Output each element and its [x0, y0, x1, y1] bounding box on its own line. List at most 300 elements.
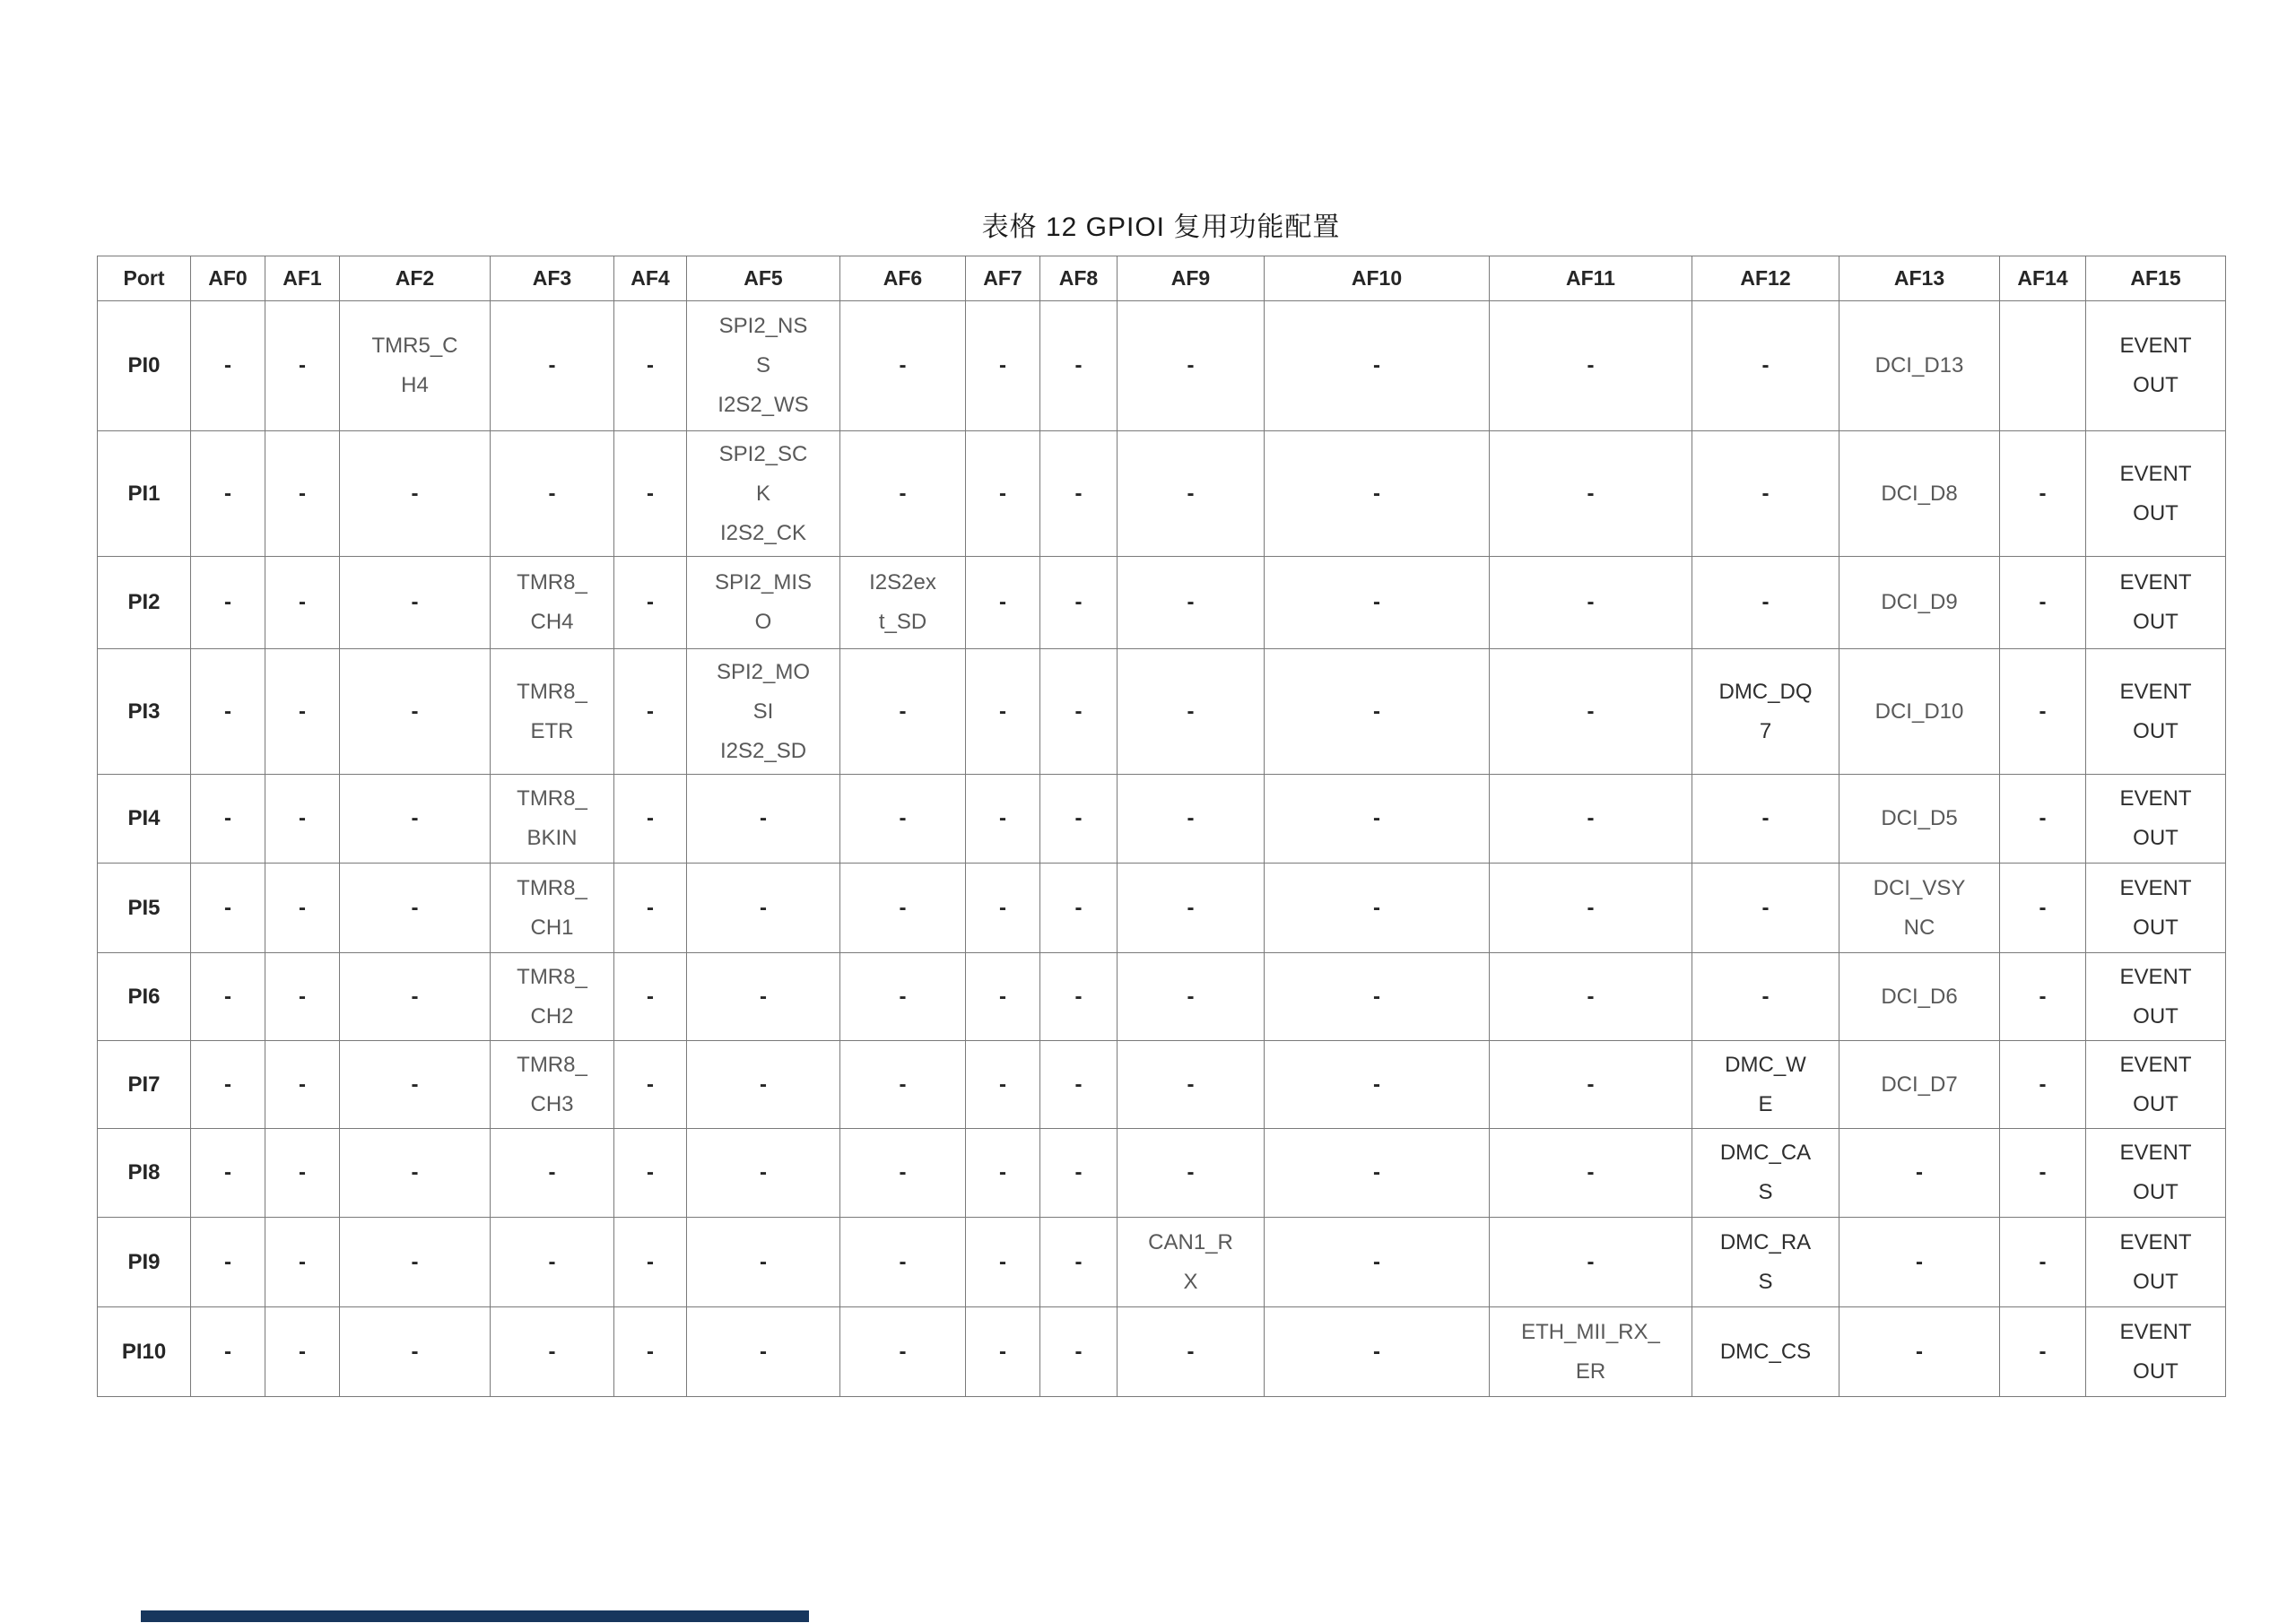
- dash: -: [1373, 806, 1380, 830]
- dash: -: [760, 984, 767, 1009]
- cell-pi4-af11: [1490, 775, 1692, 864]
- cell-pi0-af9: [1118, 301, 1265, 431]
- dash: -: [1916, 1249, 1923, 1274]
- cell-pi9-af1: [265, 1218, 340, 1307]
- cell-pi8-af2: [340, 1129, 491, 1218]
- cell-pi0-af1: [265, 301, 340, 431]
- dash: -: [548, 353, 556, 378]
- cell-pi10-af15: [2086, 1307, 2226, 1397]
- column-header-af13: AF13: [1839, 256, 2000, 301]
- dash: -: [760, 806, 767, 830]
- table-row-pi7: [98, 1041, 2226, 1129]
- cell-pi4-af7: [966, 775, 1040, 864]
- cell-pi1-af9: [1118, 431, 1265, 557]
- table-row-pi1: [98, 431, 2226, 557]
- dash: -: [1761, 895, 1770, 920]
- port-label-pi3: PI3: [98, 649, 191, 775]
- dash: -: [1074, 1249, 1083, 1274]
- af-function: EVENT OUT: [2119, 334, 2192, 397]
- cell-pi9-af7: [966, 1218, 1040, 1307]
- dash: -: [299, 984, 306, 1009]
- cell-pi1-af5: [687, 431, 840, 557]
- dash: -: [899, 1339, 907, 1364]
- dash: -: [999, 1160, 1006, 1185]
- dash: -: [548, 1160, 556, 1185]
- cell-pi0-af3: [491, 301, 614, 431]
- af-function: EVENT OUT: [2119, 461, 2192, 525]
- cell-pi3-af6: [840, 649, 966, 775]
- cell-pi10-af6: [840, 1307, 966, 1397]
- column-header-af9: AF9: [1118, 256, 1265, 301]
- table-row-pi2: [98, 557, 2226, 649]
- dash: -: [1587, 984, 1595, 1009]
- dash: -: [299, 353, 306, 378]
- cell-pi0-af12: [1692, 301, 1839, 431]
- dash: -: [1761, 353, 1770, 378]
- cell-pi8-af10: [1265, 1129, 1490, 1218]
- cell-pi1-af15: [2086, 431, 2226, 557]
- cell-pi4-af8: [1040, 775, 1118, 864]
- cell-pi3-af1: [265, 649, 340, 775]
- table-row-pi4: [98, 775, 2226, 864]
- dash: -: [899, 1072, 907, 1097]
- cell-pi6-af6: [840, 953, 966, 1041]
- cell-pi6-af10: [1265, 953, 1490, 1041]
- af-function: DCI_D13: [1874, 353, 1964, 378]
- dash: -: [2039, 1249, 2047, 1274]
- af-function: TMR8_CH3: [517, 1052, 587, 1116]
- cell-pi2-af4: [614, 557, 687, 649]
- cell-pi2-af14: [2000, 557, 2086, 649]
- dash: -: [760, 1249, 767, 1274]
- af-function: EVENT OUT: [2119, 679, 2192, 743]
- dash: -: [1074, 353, 1083, 378]
- cell-pi1-af0: [191, 431, 265, 557]
- cell-pi8-af6: [840, 1129, 966, 1218]
- cell-pi8-af7: [966, 1129, 1040, 1218]
- cell-pi10-af12: [1692, 1307, 1839, 1397]
- cell-pi4-af4: [614, 775, 687, 864]
- cell-pi5-af2: [340, 864, 491, 953]
- cell-pi9-af3: [491, 1218, 614, 1307]
- cell-pi5-af7: [966, 864, 1040, 953]
- dash: -: [999, 895, 1006, 920]
- af-function: CAN1_RX: [1148, 1229, 1233, 1294]
- af-function: DMC_WE: [1725, 1052, 1806, 1116]
- cell-pi7-af8: [1040, 1041, 1118, 1129]
- dash: -: [899, 895, 907, 920]
- dash: -: [1587, 895, 1595, 920]
- cell-pi1-af8: [1040, 431, 1118, 557]
- port-label-pi1: PI1: [98, 431, 191, 557]
- dash: -: [647, 806, 654, 830]
- dash: -: [411, 984, 419, 1009]
- dash: -: [1373, 1339, 1380, 1364]
- cell-pi10-af14: [2000, 1307, 2086, 1397]
- dash: -: [1187, 806, 1195, 830]
- cell-pi2-af7: [966, 557, 1040, 649]
- column-header-af8: AF8: [1040, 256, 1118, 301]
- cell-pi10-af11: [1490, 1307, 1692, 1397]
- gpio-af-table: [97, 256, 2226, 1397]
- cell-pi10-af7: [966, 1307, 1040, 1397]
- cell-pi2-af15: [2086, 557, 2226, 649]
- cell-pi4-af1: [265, 775, 340, 864]
- af-function: DCI_D5: [1881, 806, 1958, 830]
- cell-pi4-af10: [1265, 775, 1490, 864]
- dash: -: [224, 699, 231, 724]
- af-function: DCI_D8: [1881, 481, 1958, 506]
- dash: -: [1761, 481, 1770, 506]
- cell-pi2-af8: [1040, 557, 1118, 649]
- dash: -: [548, 481, 556, 506]
- cell-pi7-af3: [491, 1041, 614, 1129]
- dash: -: [299, 481, 306, 506]
- cell-pi3-af15: [2086, 649, 2226, 775]
- dash: -: [224, 353, 231, 378]
- dash: -: [899, 1160, 907, 1185]
- column-header-af1: AF1: [265, 256, 340, 301]
- dash: -: [647, 353, 654, 378]
- dash: -: [899, 353, 907, 378]
- dash: -: [1373, 590, 1380, 614]
- af-function: EVENT OUT: [2119, 1229, 2192, 1294]
- cell-pi7-af6: [840, 1041, 966, 1129]
- cell-pi8-af0: [191, 1129, 265, 1218]
- af-function: EVENT OUT: [2119, 786, 2192, 850]
- cell-pi3-af3: [491, 649, 614, 775]
- cell-pi6-af15: [2086, 953, 2226, 1041]
- af-function: I2S2ext_SD: [869, 570, 936, 634]
- cell-pi10-af8: [1040, 1307, 1118, 1397]
- af-function: DCI_D9: [1881, 590, 1958, 614]
- cell-pi0-af2: [340, 301, 491, 431]
- dash: -: [1074, 590, 1083, 614]
- cell-pi3-af12: [1692, 649, 1839, 775]
- dash: -: [299, 590, 306, 614]
- cell-pi10-af9: [1118, 1307, 1265, 1397]
- cell-pi3-af2: [340, 649, 491, 775]
- cell-pi8-af12: [1692, 1129, 1839, 1218]
- cell-pi6-af4: [614, 953, 687, 1041]
- dash: -: [760, 1072, 767, 1097]
- dash: -: [1187, 1339, 1195, 1364]
- cell-pi4-af3: [491, 775, 614, 864]
- port-label-pi9: PI9: [98, 1218, 191, 1307]
- cell-pi8-af14: [2000, 1129, 2086, 1218]
- dash: -: [1587, 1249, 1595, 1274]
- column-header-af6: AF6: [840, 256, 966, 301]
- dash: -: [647, 895, 654, 920]
- dash: -: [1373, 1249, 1380, 1274]
- cell-pi0-af0: [191, 301, 265, 431]
- cell-pi0-af6: [840, 301, 966, 431]
- cell-pi0-af14: [2000, 301, 2086, 431]
- dash: -: [224, 895, 231, 920]
- column-header-af4: AF4: [614, 256, 687, 301]
- table-row-pi0: [98, 301, 2226, 431]
- cell-pi2-af13: [1839, 557, 2000, 649]
- cell-pi8-af4: [614, 1129, 687, 1218]
- column-header-af15: AF15: [2086, 256, 2226, 301]
- dash: -: [1587, 481, 1595, 506]
- dash: -: [760, 895, 767, 920]
- cell-pi5-af6: [840, 864, 966, 953]
- cell-pi1-af11: [1490, 431, 1692, 557]
- cell-pi1-af1: [265, 431, 340, 557]
- cell-pi2-af0: [191, 557, 265, 649]
- cell-pi10-af1: [265, 1307, 340, 1397]
- cell-pi8-af3: [491, 1129, 614, 1218]
- dash: -: [299, 699, 306, 724]
- cell-pi10-af3: [491, 1307, 614, 1397]
- table-head: [98, 256, 2226, 301]
- column-header-af5: AF5: [687, 256, 840, 301]
- cell-pi5-af12: [1692, 864, 1839, 953]
- dash: -: [1587, 1072, 1595, 1097]
- af-function: DCI_D7: [1881, 1072, 1958, 1097]
- cell-pi6-af7: [966, 953, 1040, 1041]
- cell-pi4-af13: [1839, 775, 2000, 864]
- af-function: SPI2_SCK: [718, 441, 808, 506]
- cell-pi1-af3: [491, 431, 614, 557]
- cell-pi7-af9: [1118, 1041, 1265, 1129]
- dash: -: [999, 353, 1006, 378]
- table-row-pi9: [98, 1218, 2226, 1307]
- cell-pi4-af6: [840, 775, 966, 864]
- cell-pi1-af4: [614, 431, 687, 557]
- cell-pi10-af0: [191, 1307, 265, 1397]
- cell-pi9-af5: [687, 1218, 840, 1307]
- port-label-pi10: PI10: [98, 1307, 191, 1397]
- dash: -: [899, 1249, 907, 1274]
- dash: -: [1187, 1160, 1195, 1185]
- cell-pi4-af9: [1118, 775, 1265, 864]
- cell-pi4-af5: [687, 775, 840, 864]
- dash: -: [1587, 1160, 1595, 1185]
- cell-pi1-af7: [966, 431, 1040, 557]
- dash: -: [899, 699, 907, 724]
- dash: -: [299, 895, 306, 920]
- dash: -: [2039, 699, 2047, 724]
- af-function: DMC_CAS: [1719, 1141, 1812, 1204]
- cell-pi6-af12: [1692, 953, 1839, 1041]
- cell-pi8-af15: [2086, 1129, 2226, 1218]
- column-header-af12: AF12: [1692, 256, 1839, 301]
- dash: -: [224, 1249, 231, 1274]
- af-function: TMR5_CH4: [371, 334, 458, 397]
- dash: -: [1761, 984, 1770, 1009]
- cell-pi3-af7: [966, 649, 1040, 775]
- af-function: SPI2_MOSI: [716, 659, 811, 724]
- dash: -: [224, 481, 231, 506]
- dash: -: [2039, 984, 2047, 1009]
- column-header-af2: AF2: [340, 256, 491, 301]
- dash: -: [411, 699, 419, 724]
- cell-pi10-af10: [1265, 1307, 1490, 1397]
- cell-pi0-af8: [1040, 301, 1118, 431]
- dash: -: [899, 806, 907, 830]
- af-function: EVENT OUT: [2119, 1319, 2192, 1384]
- cell-pi2-af3: [491, 557, 614, 649]
- cell-pi9-af0: [191, 1218, 265, 1307]
- port-label-pi8: PI8: [98, 1129, 191, 1218]
- cell-pi5-af0: [191, 864, 265, 953]
- cell-pi10-af4: [614, 1307, 687, 1397]
- dash: -: [1373, 895, 1380, 920]
- af-function: DCI_VSYNC: [1873, 875, 1966, 940]
- cell-pi10-af2: [340, 1307, 491, 1397]
- dash: -: [224, 806, 231, 830]
- table-row-pi5: [98, 864, 2226, 953]
- dash: -: [1074, 1072, 1083, 1097]
- dash: -: [1587, 353, 1595, 378]
- af-function: DCI_D10: [1874, 699, 1964, 724]
- dash: -: [1587, 699, 1595, 724]
- cell-pi2-af11: [1490, 557, 1692, 649]
- dash: -: [2039, 590, 2047, 614]
- af-function: SPI2_NSS: [718, 314, 808, 378]
- dash: -: [1187, 895, 1195, 920]
- dash: -: [299, 1160, 306, 1185]
- column-header-af10: AF10: [1265, 256, 1490, 301]
- dash: -: [299, 1072, 306, 1097]
- cell-pi2-af9: [1118, 557, 1265, 649]
- cell-pi9-af6: [840, 1218, 966, 1307]
- af-function: ETH_MII_RX_ER: [1521, 1319, 1660, 1384]
- cell-pi9-af15: [2086, 1218, 2226, 1307]
- cell-pi5-af11: [1490, 864, 1692, 953]
- dash: -: [1187, 699, 1195, 724]
- cell-pi6-af11: [1490, 953, 1692, 1041]
- cell-pi8-af1: [265, 1129, 340, 1218]
- dash: -: [1187, 1072, 1195, 1097]
- cell-pi5-af3: [491, 864, 614, 953]
- cell-pi7-af10: [1265, 1041, 1490, 1129]
- dash: -: [411, 1339, 419, 1364]
- af-function: EVENT OUT: [2119, 875, 2192, 940]
- cell-pi1-af14: [2000, 431, 2086, 557]
- table-title: 表格 12 GPIOI 复用功能配置: [981, 213, 1341, 242]
- dash: -: [2039, 806, 2047, 830]
- port-label-pi4: PI4: [98, 775, 191, 864]
- dash: -: [224, 1339, 231, 1364]
- dash: -: [647, 1072, 654, 1097]
- dash: -: [1916, 1160, 1923, 1185]
- port-label-pi6: PI6: [98, 953, 191, 1041]
- port-label-pi2: PI2: [98, 557, 191, 649]
- cell-pi9-af14: [2000, 1218, 2086, 1307]
- dash: -: [1587, 590, 1595, 614]
- cell-pi1-af12: [1692, 431, 1839, 557]
- table-row-pi6: [98, 953, 2226, 1041]
- cell-pi3-af4: [614, 649, 687, 775]
- dash: -: [760, 1160, 767, 1185]
- dash: -: [1373, 481, 1380, 506]
- dash: -: [411, 481, 419, 506]
- cell-pi5-af1: [265, 864, 340, 953]
- cell-pi1-af2: [340, 431, 491, 557]
- cell-pi8-af13: [1839, 1129, 2000, 1218]
- af-function: DMC_CS: [1719, 1339, 1812, 1364]
- dash: -: [411, 1160, 419, 1185]
- af-function: EVENT OUT: [2119, 1141, 2192, 1204]
- af-function: DMC_RAS: [1719, 1229, 1812, 1294]
- table-row-pi8: [98, 1129, 2226, 1218]
- cell-pi3-af10: [1265, 649, 1490, 775]
- dash: -: [2039, 481, 2047, 506]
- af-function: EVENT OUT: [2119, 1052, 2192, 1116]
- cell-pi5-af5: [687, 864, 840, 953]
- cell-pi3-af9: [1118, 649, 1265, 775]
- port-label-pi0: PI0: [98, 301, 191, 431]
- cell-pi3-af8: [1040, 649, 1118, 775]
- dash: -: [647, 590, 654, 614]
- column-header-port: Port: [98, 256, 191, 301]
- dash: -: [999, 699, 1006, 724]
- cell-pi1-af13: [1839, 431, 2000, 557]
- dash: -: [647, 984, 654, 1009]
- dash: -: [411, 1072, 419, 1097]
- column-header-af11: AF11: [1490, 256, 1692, 301]
- af-function: I2S2_SD: [719, 738, 807, 763]
- cell-pi6-af9: [1118, 953, 1265, 1041]
- cell-pi4-af0: [191, 775, 265, 864]
- cell-pi9-af13: [1839, 1218, 2000, 1307]
- dash: -: [224, 1072, 231, 1097]
- column-header-af3: AF3: [491, 256, 614, 301]
- dash: -: [647, 699, 654, 724]
- cell-pi6-af1: [265, 953, 340, 1041]
- dash: -: [548, 1249, 556, 1274]
- cell-pi7-af5: [687, 1041, 840, 1129]
- dash: -: [2039, 895, 2047, 920]
- cell-pi0-af11: [1490, 301, 1692, 431]
- dash: -: [1074, 1160, 1083, 1185]
- cell-pi9-af8: [1040, 1218, 1118, 1307]
- cell-pi8-af8: [1040, 1129, 1118, 1218]
- dash: -: [760, 1339, 767, 1364]
- cell-pi4-af14: [2000, 775, 2086, 864]
- dash: -: [899, 481, 907, 506]
- dash: -: [647, 1249, 654, 1274]
- dash: -: [1187, 481, 1195, 506]
- af-function: EVENT OUT: [2119, 964, 2192, 1028]
- cell-pi0-af7: [966, 301, 1040, 431]
- dash: -: [299, 1339, 306, 1364]
- dash: -: [299, 806, 306, 830]
- dash: -: [224, 1160, 231, 1185]
- cell-pi9-af12: [1692, 1218, 1839, 1307]
- af-function: SPI2_MISO: [714, 570, 813, 634]
- dash: -: [548, 1339, 556, 1364]
- port-label-pi7: PI7: [98, 1041, 191, 1129]
- dash: -: [2039, 1339, 2047, 1364]
- dash: -: [411, 895, 419, 920]
- dash: -: [999, 481, 1006, 506]
- dash: -: [1074, 984, 1083, 1009]
- cell-pi8-af5: [687, 1129, 840, 1218]
- cell-pi3-af14: [2000, 649, 2086, 775]
- cell-pi6-af2: [340, 953, 491, 1041]
- af-function: DCI_D6: [1881, 984, 1958, 1009]
- cell-pi0-af5: [687, 301, 840, 431]
- dash: -: [1916, 1339, 1923, 1364]
- cell-pi1-af10: [1265, 431, 1490, 557]
- dash: -: [647, 1339, 654, 1364]
- af-function: I2S2_WS: [718, 393, 809, 417]
- dash: -: [999, 1339, 1006, 1364]
